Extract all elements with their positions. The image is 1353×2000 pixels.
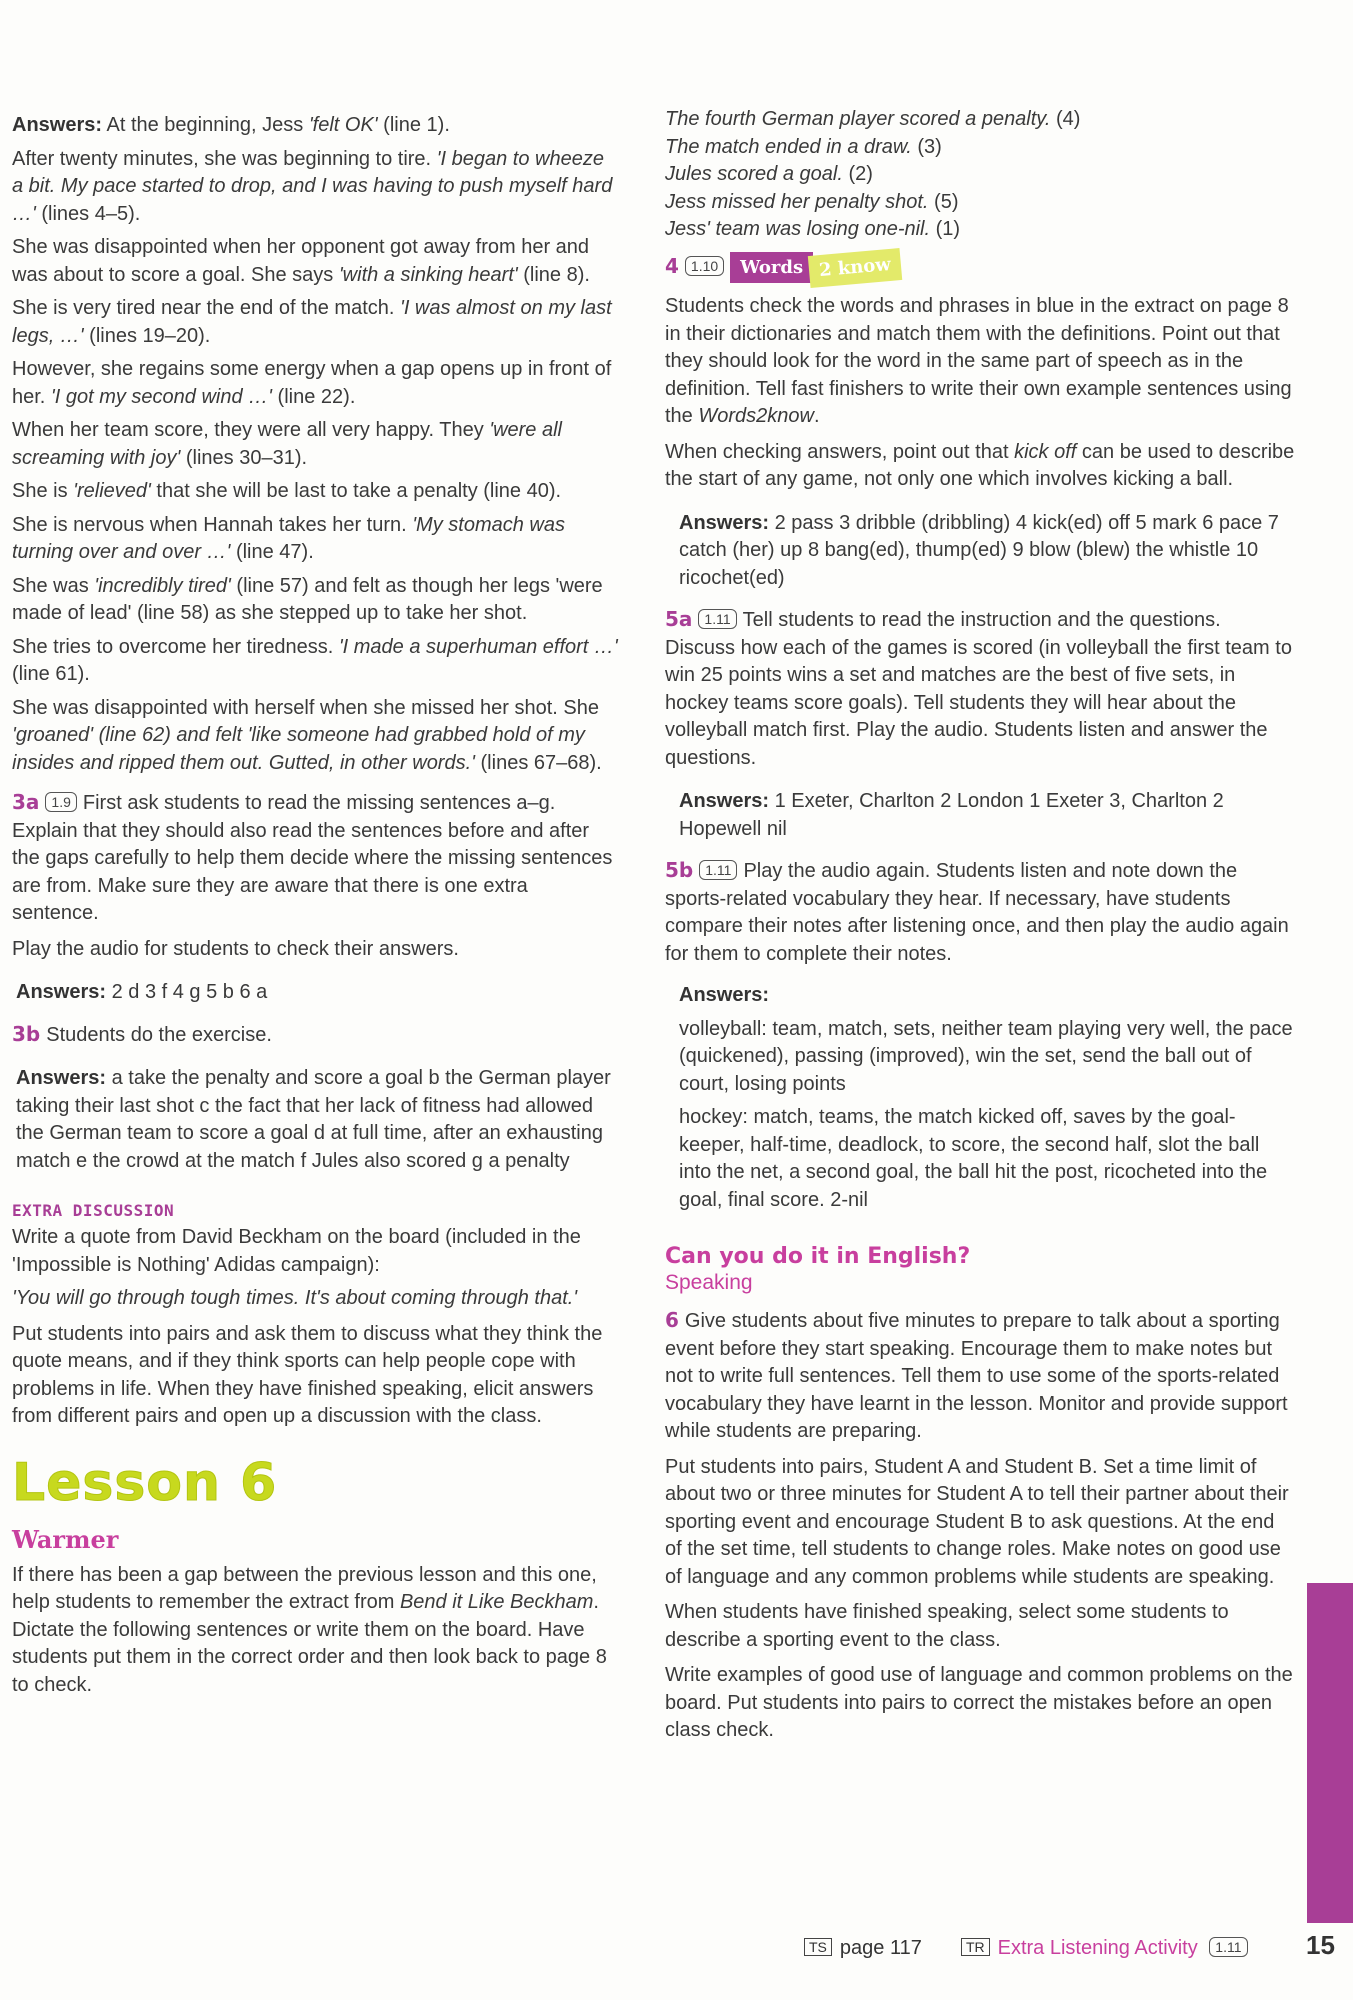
volleyball-answers: volleyball: team, match, sets, neither team playing very well, the pace (quickened), passing (improved), win the set, send the ball out of court, losing points [679, 1017, 1293, 1095]
order-sentence: The fourth German player scored a penalty. (4) [665, 108, 1081, 130]
answers-block: Answers: 2 pass 3 dribble (dribbling) 4 kick(ed) off 5 mark 6 pace 7 catch (her) up 8 bang(ed), thump(ed) 9 blow (blew) the whistle 10 ricochet(ed) [679, 511, 1279, 589]
answer-line: She is very tired near the end of the match. 'I was almost on my last legs, …' (lines 19–20). [12, 297, 612, 347]
exercise-text: Write examples of good use of language and common problems on the board. Put students into pairs to correct the mistakes before an open class check. [665, 1664, 1293, 1741]
exercise-number: 5b [665, 858, 694, 882]
answer-line: However, she regains some energy when a gap opens up in front of her. 'I got my second wind …' (line 22). [12, 358, 612, 408]
exercise-5a [665, 606, 1295, 843]
exercise-text: First ask students to read the missing sentences a–g. Explain that they should also read the sentences before and after the gaps carefully to help them decide where the missing sentences are from. Make sure they are aware that there is one extra sentence. [12, 792, 613, 924]
footer-page-ref: page 117 [839, 1937, 922, 1959]
answer-line: After twenty minutes, she was beginning to tire. 'I began to wheeze a bit. My pace started to drop, and I was having to push myself hard …' (lines 4–5). [12, 147, 613, 225]
answers-block: Answers: a take the penalty and score a goal b the German player taking their last shot c the fact that her lack of fitness had allowed the German team to score a goal d at full time, after an exhausting match e the crowd at the match f Jules also scored g a penalty [16, 1067, 611, 1172]
extra-text: Write a quote from David Beckham on the board (included in the 'Impossible is Nothing' Adidas campaign): [12, 1226, 581, 1276]
exercise-text: Students check the words and phrases in blue in the extract on page 8 in their dictionaries and match them with the definitions. Point out that they should look for the word in the same part of speech as in the definition. Tell fast finishers to write their own example sentences using the Words2know. [665, 295, 1292, 427]
right-column [665, 106, 1295, 1751]
ts-icon: TS [804, 1938, 832, 1956]
audio-track-icon: 1.10 [685, 256, 724, 276]
footer-extra-listening: Extra Listening Activity [997, 1937, 1198, 1959]
exercise-3b [12, 1021, 620, 1176]
exercise-text: Put students into pairs, Student A and Student B. Set a time limit of about two or three minutes for Student A to tell their partner about their sporting event and encourage Student B to ask questions. At the end of the set time, tell students to change roles. Make notes on good use of language and any common problems while students are speaking. [665, 1455, 1289, 1588]
answers-block: Answers: 2 d 3 f 4 g 5 b 6 a [16, 981, 268, 1003]
exercise-number: 3a [12, 790, 40, 814]
exercise-text: Give students about five minutes to prepare to talk about a sporting event before they start speaking. Encourage them to make notes but not to write full sentences. Tell them to use some of the sports-related vocabulary they have learnt in the lesson. Monitor and provide support while students are preparing. [665, 1310, 1288, 1442]
exercise-number: 6 [665, 1308, 679, 1332]
answer-line: When her team score, they were all very happy. They 'were all screaming with joy' (lines 30–31). [12, 419, 562, 469]
exercise-number: 4 [665, 253, 679, 278]
warmer-text: If there has been a gap between the previous lesson and this one, help students to remember the extract from Bend it Like Beckham. Dictate the following sentences or write them on the board. Have students put them in the correct order and then look back to page 8 to check. [12, 1563, 607, 1696]
exercise-4 [665, 252, 1295, 593]
exercise-5b [665, 857, 1295, 1214]
exercise-text: Play the audio again. Students listen and note down the sports-related vocabulary they hear. If necessary, have students compare their notes after listening once, and then play the audio again for them to complete their notes. [665, 860, 1289, 965]
order-sentence: Jess missed her penalty shot. (5) [665, 190, 959, 213]
exercise-3a [12, 789, 620, 1007]
order-sentences [665, 106, 1295, 244]
beckham-quote: 'You will go through tough times. It's about coming through that.' [12, 1287, 578, 1309]
answer-line: She was disappointed when her opponent got away from her and was about to score a goal. She says 'with a sinking heart' (line 8). [12, 236, 590, 286]
answers-block: Answers: volleyball: team, match, sets, neither team playing very well, the pace (quickened), passing (improved), win the set, send the ball out of court, losing points hockey: match, teams, the match kicked off, saves by the goal-keeper, half-time, deadlock, to score, the second half, slot the ball into the net, a second goal, the ball hit the post, ricocheted into the goal, final score. 2-nil [665, 982, 1295, 1214]
audio-track-icon: 1.9 [45, 792, 76, 812]
exercise-text: Tell students to read the instruction and the questions. Discuss how each of the games is scored (in volleyball the first team to win 25 points wins a set and matches are the best of five sets, in hockey teams score goals). Tell students they will hear about the volleyball match first. Play the audio. Students listen and answer the questions. [665, 609, 1292, 769]
exercise-number: 5a [665, 607, 693, 631]
exercise-text: When students have finished speaking, select some students to describe a sporting event to the class. [665, 1601, 1229, 1651]
extra-discussion [12, 1201, 620, 1431]
order-sentence: Jules scored a goal. (2) [665, 163, 873, 185]
tr-icon: TR [961, 1938, 990, 1956]
exercise-text: Students do the exercise. [46, 1023, 272, 1046]
page-footer [804, 1937, 1254, 1960]
answer-line: Answers: At the beginning, Jess 'felt OK' (line 1). [12, 114, 450, 136]
audio-track-icon: 1.11 [1209, 1937, 1247, 1957]
left-column [12, 112, 620, 1705]
words-badge: Words [730, 252, 813, 284]
answer-line: She is nervous when Hannah takes her turn. 'My stomach was turning over and over …' (line 47). [12, 513, 565, 563]
page-number: 15 [1306, 1930, 1335, 1960]
exercise-text: When checking answers, point out that kick off can be used to describe the start of any game, not only one which involves kicking a ball. [665, 440, 1295, 490]
answers-block: Answers: 1 Exeter, Charlton 2 London 1 Exeter 3, Charlton 2 Hopewell nil [679, 790, 1224, 840]
answer-line: She is 'relieved' that she will be last to take a penalty (line 40). [12, 480, 562, 502]
speaking-subtitle: Speaking [665, 1271, 753, 1294]
order-sentence: The match ended in a draw. (3) [665, 135, 942, 158]
intro-answers [12, 112, 620, 777]
exercise-text: Play the audio for students to check their answers. [12, 937, 459, 960]
order-sentence: Jess' team was losing one-nil. (1) [665, 218, 961, 240]
lesson-title: Lesson 6 [12, 1452, 278, 1513]
audio-track-icon: 1.11 [699, 860, 737, 880]
warmer-title: Warmer [12, 1524, 119, 1554]
know-badge: 2 know [808, 248, 902, 287]
extra-text: Put students into pairs and ask them to discuss what they think the quote means, and if they think sports can help people cope with problems in life. When they have finished speaking, elicit answers from different pairs and open up a discussion with the class. [12, 1322, 603, 1427]
audio-track-icon: 1.11 [698, 609, 736, 629]
unit-tab [1307, 1583, 1353, 1923]
hockey-answers: hockey: match, teams, the match kicked off, saves by the goal-keeper, half-time, deadlock, to score, the second half, slot the ball into the net, a second goal, the ball hit the post, ricocheted into the goal, final score. 2-nil [679, 1106, 1268, 1211]
extra-discussion-heading: EXTRA DISCUSSION [12, 1201, 175, 1220]
answer-line: She tries to overcome her tiredness. 'I made a superhuman effort …' (line 61). [12, 635, 618, 685]
answer-line: She was disappointed with herself when she missed her shot. She 'groaned' (line 62) and felt 'like someone had grabbed hold of my insides and ripped them out. Gutted, in other words.' (lines 67–68). [12, 696, 602, 774]
answer-line: She was 'incredibly tired' (line 57) and felt as though her legs 'were made of lead' (line 58) as she stepped up to take her shot. [12, 574, 603, 624]
exercise-6 [665, 1307, 1295, 1745]
can-you-do-it-title: Can you do it in English? [665, 1244, 971, 1269]
exercise-number: 3b [12, 1021, 41, 1046]
